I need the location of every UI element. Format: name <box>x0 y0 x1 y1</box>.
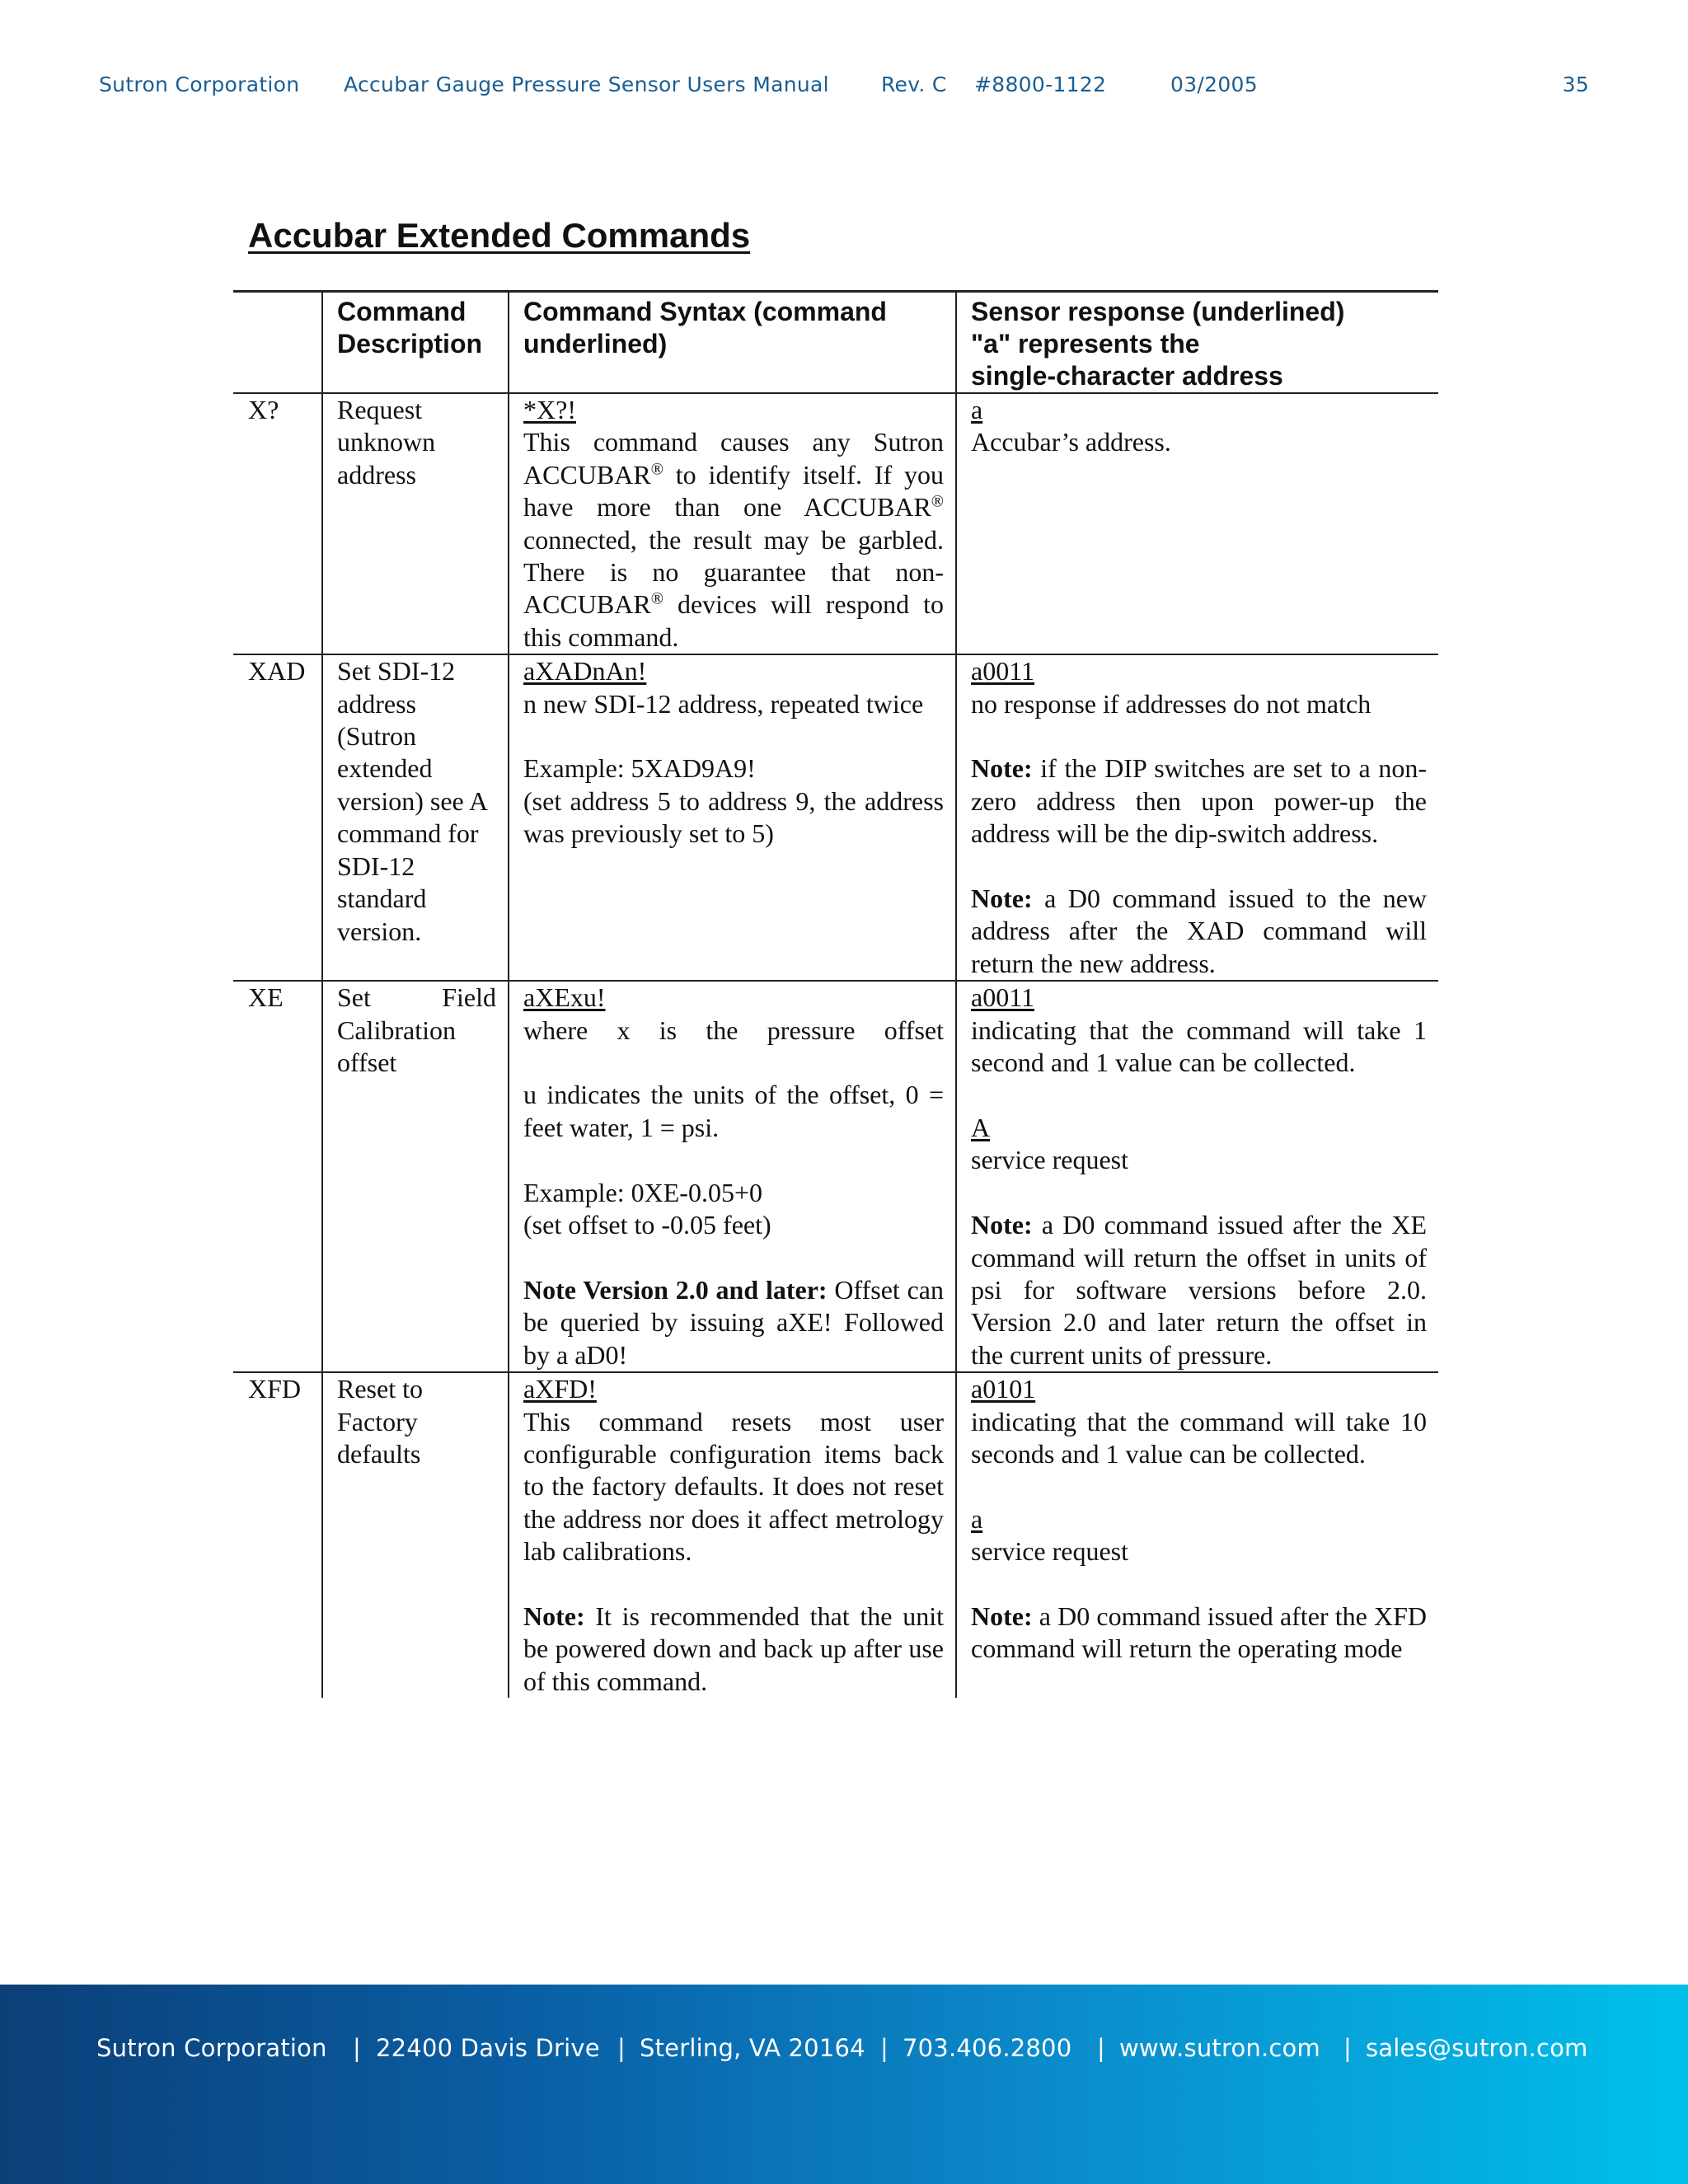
service-request-text: service request <box>971 1145 1129 1175</box>
syntax-example: Example: 5XAD9A9! <box>523 753 756 784</box>
syntax-command: aXADnAn! <box>523 656 647 687</box>
response-code: a <box>971 395 983 424</box>
header-syntax-column: Command Syntax (command underlined) <box>509 292 956 394</box>
response-text: Accubar’s address. <box>971 427 1171 457</box>
header-response-line: "a" represents the <box>971 329 1200 359</box>
command-syntax <box>509 1372 956 1698</box>
header-company: Sutron Corporation <box>99 73 300 96</box>
command-code: XAD <box>233 654 322 981</box>
header-response-line: Sensor response (underlined) <box>971 297 1345 326</box>
footer-address: 22400 Davis Drive <box>376 2034 600 2062</box>
command-syntax <box>509 654 956 981</box>
response-code: a0011 <box>971 982 1035 1013</box>
section-title: Accubar Extended Commands <box>248 216 751 255</box>
footer-email-link[interactable]: sales@sutron.com <box>1366 2034 1588 2062</box>
page-number: 35 <box>1562 73 1589 96</box>
command-syntax <box>509 393 956 654</box>
sensor-response <box>956 654 1438 981</box>
response-text: no response if addresses do not match <box>971 688 1372 719</box>
response-note: Note: a D0 command issued after the XFD command will return the operating mode <box>971 1601 1427 1664</box>
header-manual-title: Accubar Gauge Pressure Sensor Users Manual <box>344 73 829 96</box>
footer-separator: | <box>880 2034 889 2062</box>
syntax-note: Note: It is recommended that the unit be powered down and back up after use of this command. <box>523 1601 944 1696</box>
header-part-number: #8800-1122 <box>974 73 1107 96</box>
service-request-code: a <box>971 1503 983 1534</box>
response-note: Note: if the DIP switches are set to a non-zero address then upon power-up the address will be the dip-switch address. <box>971 753 1427 849</box>
table-row <box>233 1372 1438 1698</box>
syntax-text: This command resets most user configurable configuration items back to the factory defaults. It does not reset the address nor does it affect metrology lab calibrations. <box>523 1406 944 1567</box>
footer-website-link[interactable]: www.sutron.com <box>1119 2034 1320 2062</box>
table-row <box>233 981 1438 1372</box>
footer-separator: | <box>353 2034 361 2062</box>
syntax-command: aXFD! <box>523 1374 597 1404</box>
header-date: 03/2005 <box>1170 73 1258 96</box>
syntax-description: where x is the pressure offset <box>523 1015 944 1045</box>
sensor-response <box>956 981 1438 1372</box>
sensor-response <box>956 1372 1438 1698</box>
page-header <box>99 73 1589 105</box>
response-text: indicating that the command will take 1 second and 1 value can be collected. <box>971 1015 1427 1078</box>
sensor-response <box>956 393 1438 654</box>
syntax-description: n new SDI-12 address, repeated twice <box>523 688 924 719</box>
syntax-command: *X?! <box>523 395 576 424</box>
command-code: XE <box>233 981 322 1372</box>
command-syntax <box>509 981 956 1372</box>
response-note: Note: a D0 command issued to the new address after the XAD command will return the new address. <box>971 883 1427 978</box>
table-row <box>233 654 1438 981</box>
response-note: Note: a D0 command issued after the XE command will return the offset in units of psi for software versions before 2.0. Version 2.0 and later return the offset in the current units of pressure. <box>971 1210 1427 1370</box>
syntax-example: Example: 0XE-0.05+0 <box>523 1177 762 1207</box>
header-revision: Rev. C <box>881 73 947 96</box>
response-text: indicating that the command will take 10 seconds and 1 value can be collected. <box>971 1406 1427 1469</box>
footer-city: Sterling, VA 20164 <box>640 2034 865 2062</box>
command-code: XFD <box>248 1374 302 1404</box>
command-description: Request unknown address <box>322 393 509 654</box>
table-row <box>233 393 1438 654</box>
syntax-example-note: (set offset to -0.05 feet) <box>523 1210 771 1240</box>
service-request-text: service request <box>971 1536 1129 1567</box>
footer-band <box>0 1985 1688 2184</box>
response-code: a0101 <box>971 1374 1036 1404</box>
footer-separator: | <box>1343 2034 1352 2062</box>
header-response-column <box>956 292 1438 394</box>
syntax-command: aXExu! <box>523 982 606 1013</box>
footer-company: Sutron Corporation <box>96 2034 327 2062</box>
header-description-column: Command Description <box>322 292 509 394</box>
response-code: a0011 <box>971 656 1035 687</box>
table-header-row <box>233 292 1438 394</box>
syntax-text: This command causes any Sutron ACCUBAR® to identify itself. If you have more than one ACCUBAR® connected, the result may be garbled. There is no guarantee that non-ACCUBAR® devices will respond to this command. <box>523 427 944 652</box>
footer-phone: 703.406.2800 <box>903 2034 1072 2062</box>
command-description: Set Field Calibration offset <box>322 981 509 1372</box>
command-description: Set SDI-12 address (Sutron extended version) see A command for SDI-12 standard version. <box>322 654 509 981</box>
command-description: Reset to Factory defaults <box>322 1372 509 1698</box>
syntax-units: u indicates the units of the offset, 0 = feet water, 1 = psi. <box>523 1080 944 1142</box>
extended-commands-table <box>233 290 1438 1698</box>
footer-separator: | <box>617 2034 626 2062</box>
header-response-line: single-character address <box>971 361 1283 391</box>
footer-separator: | <box>1097 2034 1105 2062</box>
syntax-version-note: Note Version 2.0 and later: Offset can be queried by issuing aXE! Followed by a aD0! <box>523 1274 945 1370</box>
header-code-column <box>233 292 322 394</box>
command-code: X? <box>233 393 322 654</box>
service-request-code: A <box>971 1112 991 1142</box>
syntax-example-note: (set address 5 to address 9, the address was previously set to 5) <box>523 785 944 849</box>
